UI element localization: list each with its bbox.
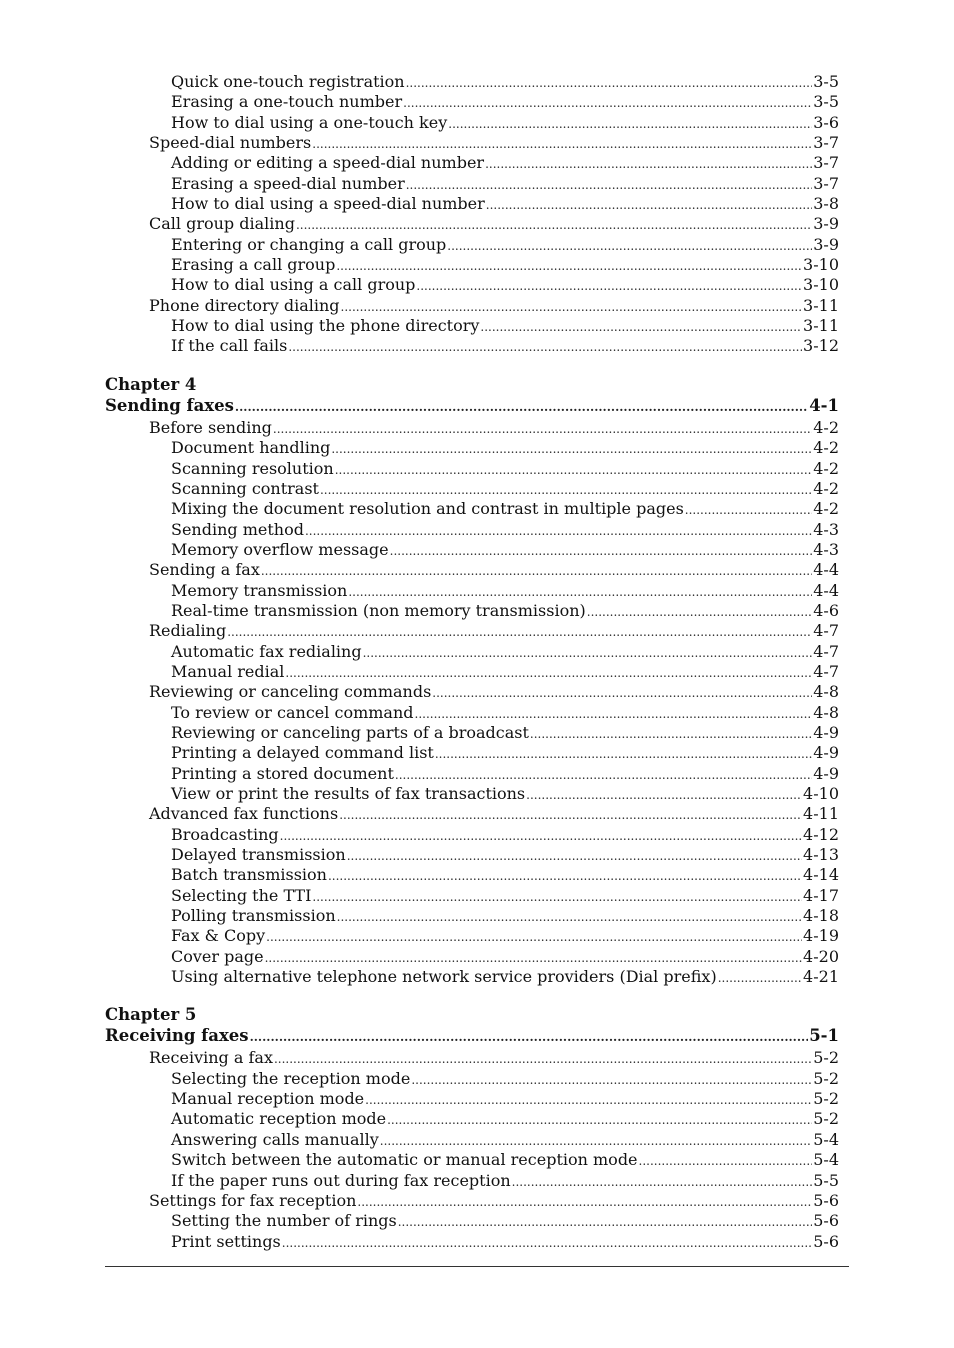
dot-leader bbox=[265, 947, 802, 968]
page-number: 4-9 bbox=[813, 722, 839, 742]
entry-title: How to dial using a call group bbox=[171, 275, 416, 295]
entry-title: Reviewing or canceling commands bbox=[149, 682, 432, 702]
entry-title: Real-time transmission (non memory transmission) bbox=[171, 600, 586, 620]
page-number: 4-21 bbox=[803, 967, 839, 987]
toc-subsection-entry[interactable] bbox=[105, 438, 839, 458]
page-number: 4-17 bbox=[803, 885, 839, 905]
toc-subsection-entry[interactable] bbox=[105, 255, 839, 275]
entry-title: Speed-dial numbers bbox=[149, 133, 312, 153]
toc-subsection-entry[interactable] bbox=[105, 72, 839, 92]
page-number: 3-9 bbox=[813, 234, 839, 254]
dot-leader bbox=[390, 540, 813, 561]
dot-leader bbox=[411, 1069, 812, 1090]
page-number: 4-2 bbox=[813, 438, 839, 458]
page-number: 4-2 bbox=[813, 478, 839, 498]
entry-title: Sending a fax bbox=[149, 560, 260, 580]
dot-leader bbox=[395, 764, 812, 785]
entry-title: Broadcasting bbox=[171, 824, 279, 844]
page-number: 4-7 bbox=[813, 641, 839, 661]
toc-subsection-entry[interactable] bbox=[105, 886, 839, 906]
page-number: 5-6 bbox=[813, 1190, 839, 1210]
entry-title: Manual reception mode bbox=[171, 1089, 365, 1109]
toc-subsection-entry[interactable] bbox=[105, 479, 839, 499]
page-number: 4-2 bbox=[813, 458, 839, 478]
page-number: 4-4 bbox=[813, 560, 839, 580]
page-number: 3-9 bbox=[813, 214, 839, 234]
toc-subsection-entry[interactable] bbox=[105, 926, 839, 946]
toc-subsection-entry[interactable] bbox=[105, 194, 839, 214]
entry-title: Erasing a speed-dial number bbox=[171, 173, 405, 193]
page-number: 5-6 bbox=[813, 1231, 839, 1251]
entry-title: Redialing bbox=[149, 621, 227, 641]
page-number: 5-2 bbox=[813, 1089, 839, 1109]
toc-subsection-entry[interactable] bbox=[105, 499, 839, 519]
dot-leader bbox=[406, 174, 813, 195]
entry-title: To review or cancel command bbox=[171, 702, 414, 722]
page-number: 5-5 bbox=[813, 1170, 839, 1190]
toc-subsection-entry[interactable] bbox=[105, 1069, 839, 1089]
toc-subsection-entry[interactable] bbox=[105, 967, 839, 987]
entry-title: Adding or editing a speed-dial number bbox=[171, 153, 485, 173]
toc-subsection-entry[interactable] bbox=[105, 336, 839, 356]
toc-section-entry[interactable] bbox=[105, 560, 839, 580]
entry-title: How to dial using the phone directory bbox=[171, 316, 480, 336]
toc-section-entry[interactable] bbox=[105, 296, 839, 316]
toc-subsection-entry[interactable] bbox=[105, 865, 839, 885]
chapter-title-row[interactable] bbox=[105, 1025, 839, 1048]
page-number: 4-3 bbox=[813, 519, 839, 539]
page-number: 4-3 bbox=[813, 539, 839, 559]
dot-leader bbox=[285, 662, 812, 683]
toc-subsection-entry[interactable] bbox=[105, 845, 839, 865]
toc-subsection-entry[interactable] bbox=[105, 723, 839, 743]
entry-title: Call group dialing bbox=[149, 214, 295, 234]
entry-title: How to dial using a speed-dial number bbox=[171, 194, 485, 214]
chapter-title-row[interactable] bbox=[105, 395, 839, 418]
entry-title: Before sending bbox=[149, 417, 272, 437]
entry-title: Document handling bbox=[171, 438, 331, 458]
page-number: 5-2 bbox=[813, 1109, 839, 1129]
toc-subsection-entry[interactable] bbox=[105, 784, 839, 804]
page-number: 4-10 bbox=[803, 784, 839, 803]
toc-subsection-entry[interactable] bbox=[105, 1171, 839, 1191]
dot-leader bbox=[406, 72, 813, 93]
dot-leader bbox=[380, 1130, 812, 1151]
dot-leader bbox=[305, 520, 812, 541]
page-number: 3-5 bbox=[813, 72, 839, 91]
toc-section-entry[interactable] bbox=[105, 133, 839, 153]
toc-subsection-entry[interactable] bbox=[105, 540, 839, 560]
chapter-number: Chapter 4 bbox=[105, 374, 197, 394]
toc-subsection-entry[interactable] bbox=[105, 1211, 839, 1231]
toc-section-entry[interactable] bbox=[105, 621, 839, 641]
entry-title: Settings for fax reception bbox=[149, 1190, 357, 1210]
entry-title: Scanning contrast bbox=[171, 478, 319, 498]
toc-subsection-entry[interactable] bbox=[105, 642, 839, 662]
page-number: 4-8 bbox=[813, 682, 839, 702]
entry-title: If the call fails bbox=[171, 336, 288, 356]
dot-leader bbox=[447, 235, 812, 256]
entry-title: View or print the results of fax transactions bbox=[171, 784, 526, 803]
dot-leader bbox=[337, 906, 802, 927]
entry-title: Cover page bbox=[171, 946, 264, 966]
page-number: 3-11 bbox=[803, 295, 839, 315]
entry-title: Automatic fax redialing bbox=[171, 641, 362, 661]
entry-title: Advanced fax functions bbox=[149, 804, 339, 824]
toc-section-entry[interactable] bbox=[105, 214, 839, 234]
dot-leader bbox=[335, 459, 813, 480]
page-number: 4-19 bbox=[803, 926, 839, 946]
entry-title: Printing a delayed command list bbox=[171, 743, 434, 763]
entry-title: Erasing a call group bbox=[171, 255, 336, 275]
dot-leader bbox=[365, 1089, 812, 1110]
entry-title: Receiving a fax bbox=[149, 1048, 273, 1068]
toc-subsection-entry[interactable] bbox=[105, 906, 839, 926]
toc-subsection-entry[interactable] bbox=[105, 601, 839, 621]
page-number: 4-9 bbox=[813, 743, 839, 763]
dot-leader bbox=[280, 825, 802, 846]
dot-leader bbox=[341, 296, 803, 317]
toc-section-entry[interactable] bbox=[105, 1191, 839, 1211]
dot-leader bbox=[250, 1025, 809, 1048]
page-number: 4-1 bbox=[809, 395, 839, 415]
dot-leader bbox=[416, 275, 802, 296]
toc-subsection-entry[interactable] bbox=[105, 153, 839, 173]
toc-subsection-entry[interactable] bbox=[105, 581, 839, 601]
dot-leader bbox=[339, 804, 802, 825]
page-number: 3-12 bbox=[803, 336, 839, 356]
page-number: 5-1 bbox=[809, 1026, 839, 1046]
entry-title: Erasing a one-touch number bbox=[171, 92, 403, 112]
entry-title: Delayed transmission bbox=[171, 845, 346, 865]
entry-title: Mixing the document resolution and contrast in multiple pages bbox=[171, 499, 684, 519]
dot-leader bbox=[387, 1109, 812, 1130]
dot-leader bbox=[432, 682, 812, 703]
chapter-number: Chapter 5 bbox=[105, 1005, 197, 1025]
entry-title: Switch between the automatic or manual reception mode bbox=[171, 1150, 638, 1170]
page-number: 4-14 bbox=[803, 865, 839, 885]
toc-subsection-entry[interactable] bbox=[105, 174, 839, 194]
dot-leader bbox=[486, 194, 812, 215]
toc-subsection-entry[interactable] bbox=[105, 662, 839, 682]
page-number: 4-12 bbox=[803, 824, 839, 844]
toc-subsection-entry[interactable] bbox=[105, 743, 839, 763]
page-number: 3-5 bbox=[813, 92, 839, 112]
dot-leader bbox=[273, 418, 812, 439]
dot-leader bbox=[530, 723, 812, 744]
toc-subsection-entry[interactable] bbox=[105, 92, 839, 112]
toc-subsection-entry[interactable] bbox=[105, 1232, 839, 1252]
entry-title: Sending method bbox=[171, 519, 304, 539]
page-number: 3-10 bbox=[803, 255, 839, 275]
page-number: 3-6 bbox=[813, 112, 839, 132]
page-number: 4-11 bbox=[803, 804, 839, 824]
toc-section-entry[interactable] bbox=[105, 1048, 839, 1068]
page-number: 4-20 bbox=[803, 946, 839, 966]
dot-leader bbox=[235, 395, 808, 418]
entry-title: Polling transmission bbox=[171, 906, 336, 926]
toc-section-entry[interactable] bbox=[105, 418, 839, 438]
dot-leader bbox=[480, 316, 802, 337]
page-number: 4-6 bbox=[813, 600, 839, 620]
entry-title: Reviewing or canceling parts of a broadcast bbox=[171, 722, 529, 742]
dot-leader bbox=[336, 255, 802, 276]
page-number: 5-4 bbox=[813, 1150, 839, 1170]
page-number: 4-7 bbox=[813, 621, 839, 641]
dot-leader bbox=[403, 92, 812, 113]
dot-leader bbox=[512, 1171, 813, 1192]
toc-subsection-entry[interactable] bbox=[105, 703, 839, 723]
entry-title: Memory overflow message bbox=[171, 539, 389, 559]
page-number: 4-18 bbox=[803, 906, 839, 926]
toc-subsection-entry[interactable] bbox=[105, 1130, 839, 1150]
toc-subsection-entry[interactable] bbox=[105, 113, 839, 133]
dot-leader bbox=[347, 845, 802, 866]
dot-leader bbox=[266, 926, 802, 947]
dot-leader bbox=[227, 621, 812, 642]
dot-leader bbox=[331, 438, 812, 459]
section-spacer bbox=[105, 987, 839, 1004]
page-number: 3-7 bbox=[813, 153, 839, 173]
page-number: 5-2 bbox=[813, 1068, 839, 1088]
dot-leader bbox=[274, 1048, 812, 1069]
page-number: 4-8 bbox=[813, 702, 839, 722]
entry-title: Setting the number of rings bbox=[171, 1211, 397, 1231]
entry-title: Automatic reception mode bbox=[171, 1109, 387, 1129]
chapter-title: Sending faxes bbox=[105, 395, 234, 415]
dot-leader bbox=[288, 336, 802, 357]
entry-title: If the paper runs out during fax reception bbox=[171, 1170, 511, 1190]
chapter-label bbox=[105, 1004, 839, 1025]
dot-leader bbox=[639, 1150, 813, 1171]
entry-title: Batch transmission bbox=[171, 865, 327, 885]
dot-leader bbox=[312, 886, 802, 907]
page-number: 5-2 bbox=[813, 1048, 839, 1068]
page-number: 3-10 bbox=[803, 275, 839, 295]
entry-title: Fax & Copy bbox=[171, 926, 266, 946]
dot-leader bbox=[485, 153, 812, 174]
dot-leader bbox=[685, 499, 812, 520]
dot-leader bbox=[718, 967, 802, 988]
toc-subsection-entry[interactable] bbox=[105, 825, 839, 845]
entry-title: Phone directory dialing bbox=[149, 295, 340, 315]
entry-title: Printing a stored document bbox=[171, 763, 394, 783]
page-number: 4-13 bbox=[803, 845, 839, 865]
dot-leader bbox=[348, 581, 812, 602]
page-number: 5-6 bbox=[813, 1211, 839, 1231]
chapter-title: Receiving faxes bbox=[105, 1026, 249, 1046]
toc-section-entry[interactable] bbox=[105, 804, 839, 824]
page-number: 4-2 bbox=[813, 499, 839, 519]
entry-title: Entering or changing a call group bbox=[171, 234, 447, 254]
dot-leader bbox=[282, 1232, 812, 1253]
entry-title: Memory transmission bbox=[171, 580, 348, 600]
toc-subsection-entry[interactable] bbox=[105, 1109, 839, 1129]
toc-subsection-entry[interactable] bbox=[105, 764, 839, 784]
entry-title: Print settings bbox=[171, 1231, 281, 1251]
dot-leader bbox=[261, 560, 812, 581]
dot-leader bbox=[435, 743, 812, 764]
toc-subsection-entry[interactable] bbox=[105, 1089, 839, 1109]
toc-subsection-entry[interactable] bbox=[105, 1150, 839, 1170]
toc-subsection-entry[interactable] bbox=[105, 459, 839, 479]
section-spacer bbox=[105, 357, 839, 374]
toc-subsection-entry[interactable] bbox=[105, 520, 839, 540]
table-of-contents bbox=[105, 72, 839, 1252]
dot-leader bbox=[296, 214, 812, 235]
page-number: 4-2 bbox=[813, 417, 839, 437]
entry-title: Quick one-touch registration bbox=[171, 72, 405, 91]
dot-leader bbox=[312, 133, 812, 154]
page-number: 4-7 bbox=[813, 661, 839, 681]
footer-rule bbox=[105, 1266, 849, 1267]
page-number: 3-7 bbox=[813, 173, 839, 193]
dot-leader bbox=[526, 784, 802, 805]
dot-leader bbox=[448, 113, 812, 134]
dot-leader bbox=[363, 642, 813, 663]
entry-title: Selecting the TTI bbox=[171, 885, 312, 905]
dot-leader bbox=[587, 601, 812, 622]
toc-subsection-entry[interactable] bbox=[105, 316, 839, 336]
entry-title: How to dial using a one-touch key bbox=[171, 112, 448, 132]
dot-leader bbox=[398, 1211, 813, 1232]
dot-leader bbox=[328, 865, 802, 886]
entry-title: Using alternative telephone network service providers (Dial prefix) bbox=[171, 967, 717, 987]
page-number: 3-7 bbox=[813, 133, 839, 153]
toc-subsection-entry[interactable] bbox=[105, 235, 839, 255]
toc-subsection-entry[interactable] bbox=[105, 947, 839, 967]
dot-leader bbox=[357, 1191, 812, 1212]
toc-subsection-entry[interactable] bbox=[105, 275, 839, 295]
dot-leader bbox=[415, 703, 813, 724]
dot-leader bbox=[320, 479, 812, 500]
page-number: 3-8 bbox=[813, 194, 839, 214]
entry-title: Selecting the reception mode bbox=[171, 1068, 411, 1088]
chapter-label bbox=[105, 374, 839, 395]
page-number: 4-4 bbox=[813, 580, 839, 600]
page-number: 3-11 bbox=[803, 316, 839, 336]
toc-section-entry[interactable] bbox=[105, 682, 839, 702]
page-number: 5-4 bbox=[813, 1129, 839, 1149]
entry-title: Manual redial bbox=[171, 661, 285, 681]
entry-title: Answering calls manually bbox=[171, 1129, 379, 1149]
page-number: 4-9 bbox=[813, 763, 839, 783]
entry-title: Scanning resolution bbox=[171, 458, 334, 478]
